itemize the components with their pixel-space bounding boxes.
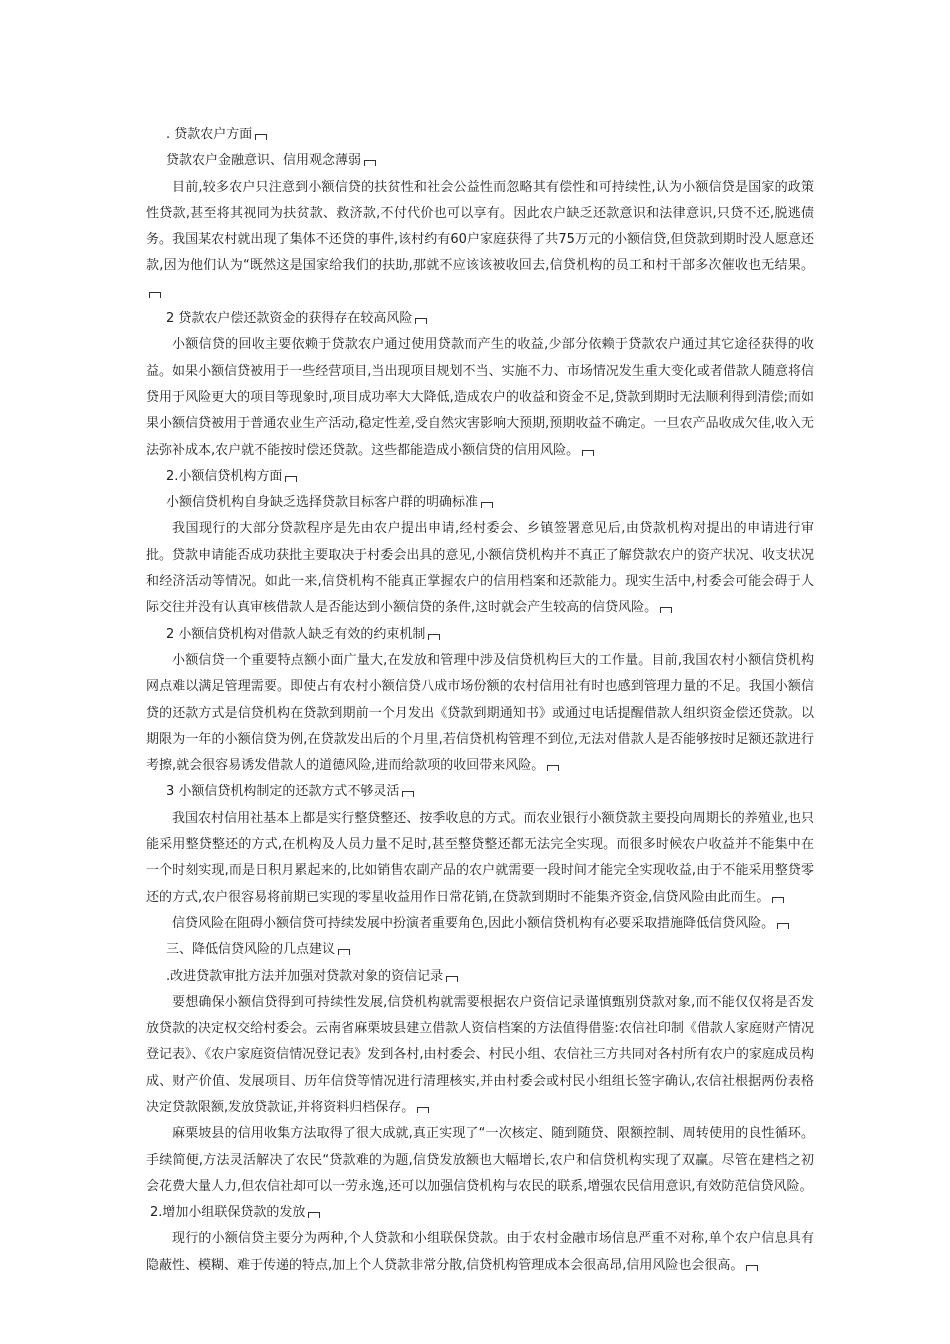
paragraph-text: 信贷风险在阻碍小额信贷可持续发展中扮演者重要角色,因此小额信贷机构有必要采取措施降低信贷风险。 — [172, 915, 775, 931]
paragraph-text: 贷款农户金融意识、信用观念薄弱 — [166, 153, 362, 169]
paragraph-mark-icon — [777, 923, 789, 929]
paragraph-text: 麻栗坡县的信用收集方法取得了很大成就,真正实现了“一次核定、随到随贷、限额控制、周转使用的良性循环。手续简便,方法灵活解决了农民“贷款难的为题,信贷发放额也大幅增长,农户和信贷机构实现了双赢。尽管在建档之初会花费大量人力,但农信社却可以一劳永逸,还可以加强信贷机构与农民的联系,增强农民信用意识,有效防范信贷风险。 — [146, 1126, 814, 1194]
body-paragraph — [146, 1226, 814, 1279]
paragraph-text: 我国农村信用社基本上都是实行整贷整还、按季收息的方式。而农业银行小额贷款主要投向周期长的养殖业,也只能采用整贷整还的方式,在机构及人员力量不足时,甚至整贷整还都无法完全实现。而很多时候农户收益并不能集中在一个时刻实现,而是日积月累起来的,比如销售农副产品的农户就需要一段时间才能完全实现收益,由于不能采用整贷零还的方式,农户很容易将前期已实现的零星收益用作日常花销,在贷款到期时不能集齐资金,信贷风险由此而生。 — [146, 810, 814, 905]
paragraph-mark-icon — [481, 502, 493, 508]
section-heading — [146, 148, 814, 174]
paragraph-text: 小额信贷的回收主要依赖于贷款农户通过使用贷款而产生的收益,少部分依赖于贷款农户通过其它途径获得的收益。如果小额信贷被用于一些经营项目,当出现项目规划不当、实施不力、市场情况发生重大变化或者借款人随意将信贷用于风险更大的项目等现象时,项目成功率大大降低,造成农户的收益和资金不足,贷款到期时无法顺利得到清偿;而如果小额信贷被用于普通农业生产活动,稳定性差,受自然灾害影响大预期,预期收益不确定。一旦农产品收成欠佳,收入无法弥补成本,农户就不能按时偿还贷款。这些都能造成小额信贷的信用风险。 — [146, 337, 814, 458]
paragraph-text: 小额信贷一个重要特点额小面广量大,在发放和管理中涉及信贷机构巨大的工作量。目前,我国农村小额信贷机构网点难以满足管理需要。即使占有农村小额信贷八成市场份额的农村信用社有时也感到管理力量的不足。我国小额信贷的还款方式是信贷机构在贷款到期前一个月发出《贷款到期通知书》或通过电话提醒借款人组织资金偿还贷款。以期限为一年的小额信贷为例,在贷款发出后的个月里,若信贷机构管理不到位,无法对借款人是否能够按时足额还款进行考擦,就会很容易诱发借款人的道德风险,进而给款项的收回带来风险。 — [146, 652, 814, 774]
section-heading — [146, 490, 814, 516]
paragraph-mark-icon — [415, 318, 427, 324]
body-paragraph — [146, 516, 814, 621]
paragraph-text: 现行的小额信贷主要分为两种,个人贷款和小组联保贷款。由于农村金融市场信息严重不对称,单个农户信息具有隐蔽性、模糊、难于传递的特点,加上个人贷款非常分散,信贷机构管理成本会很高昂,信用风险也会很高。 — [146, 1231, 814, 1273]
paragraph-mark-icon — [255, 134, 267, 140]
section-heading — [146, 1200, 814, 1226]
paragraph-text: 目前,较多农户只注意到小额信贷的扶贫性和社会公益性而忽略其有偿性和可持续性,认为小额信贷是国家的政策性贷款,甚至将其视同为扶贫款、救济款,不付代价也可以享有。因此农户缺乏还款意识和法律意识,只贷不还,脱逃债务。我国某农村就出现了集体不还贷的事件,该村约有60户家庭获得了共75万元的小额信贷,但贷款到期时没人愿意还款,因为他们认为“既然这是国家给我们的扶助,那就不应该该被收回去,信贷机构的员工和村干部多次催收也无结果。 — [146, 179, 814, 274]
paragraph-text: 三、降低信贷风险的几点建议 — [166, 942, 336, 958]
body-paragraph — [146, 806, 814, 911]
paragraph-mark-icon — [417, 1107, 429, 1113]
body-paragraph — [146, 1121, 814, 1200]
paragraph-mark-icon — [547, 765, 559, 771]
paragraph-text: 2.增加小组联保贷款的发放 — [150, 1205, 306, 1221]
paragraph-mark-icon — [446, 976, 458, 982]
paragraph-text: 2 贷款农户偿还款资金的获得存在较高风险 — [166, 311, 413, 327]
body-paragraph — [146, 648, 814, 779]
paragraph-mark-icon — [772, 897, 784, 903]
paragraph-mark-icon — [364, 160, 376, 166]
paragraph-mark-icon — [149, 292, 161, 298]
section-heading — [146, 937, 814, 963]
section-heading — [146, 306, 814, 332]
paragraph-mark-icon — [285, 476, 297, 482]
body-paragraph — [146, 990, 814, 1121]
paragraph-mark-icon — [746, 1265, 758, 1271]
body-paragraph — [146, 175, 814, 306]
paragraph-text: 小额信贷机构自身缺乏选择贷款目标客户群的明确标准 — [166, 495, 479, 511]
body-paragraph — [146, 332, 814, 463]
paragraph-mark-icon — [428, 634, 440, 640]
body-paragraph — [146, 911, 814, 937]
paragraph-mark-icon — [660, 607, 672, 613]
paragraph-text: 3 小额信贷机构制定的还款方式不够灵活 — [166, 784, 400, 800]
section-heading — [146, 122, 814, 148]
section-heading — [146, 464, 814, 490]
paragraph-mark-icon — [402, 791, 414, 797]
paragraph-text: 2.小额信贷机构方面 — [166, 468, 283, 484]
section-heading — [146, 779, 814, 805]
paragraph-mark-icon — [338, 949, 350, 955]
paragraph-mark-icon — [582, 450, 594, 456]
section-heading — [146, 622, 814, 648]
document-page — [146, 122, 814, 1279]
paragraph-text: 我国现行的大部分贷款程序是先由农户提出申请,经村委会、乡镇签署意见后,由贷款机构对提出的申请进行审批。贷款申请能否成功获批主要取决于村委会出具的意见,小额信贷机构并不真正了解贷款农户的资产状况、收支状况和经济活动等情况。如此一来,信贷机构不能真正掌握农户的信用档案和还款能力。现实生活中,村委会可能会碍于人际交往并没有认真审核借款人是否能达到小额信贷的条件,这时就会产生较高的信贷风险。 — [146, 521, 814, 616]
paragraph-text: 2 小额信贷机构对借款人缺乏有效的约束机制 — [166, 626, 426, 642]
paragraph-text: . 贷款农户方面 — [166, 127, 253, 142]
section-heading — [146, 964, 814, 990]
paragraph-mark-icon — [308, 1212, 320, 1218]
paragraph-text: 要想确保小额信贷得到可持续性发展,信贷机构就需要根据农户资信记录谨慎甄别贷款对象,而不能仅仅将是否发放贷款的决定权交给村委会。云南省麻栗坡县建立借款人资信档案的方法值得借鉴:农信社印制《借款人家庭财产情况登记表》、《农户家庭资信情况登记表》发到各村,由村委会、村民小组、农信社三方共同对各村所有农户的家庭成员构成、财产价值、发展项目、历年信贷等情况进行清理核实,并由村委会或村民小组组长签字确认,农信社根据两份表格决定贷款限额,发放贷款证,并将资料归档保存。 — [146, 994, 814, 1115]
paragraph-text: .改进贷款审批方法并加强对贷款对象的资信记录 — [166, 968, 444, 984]
